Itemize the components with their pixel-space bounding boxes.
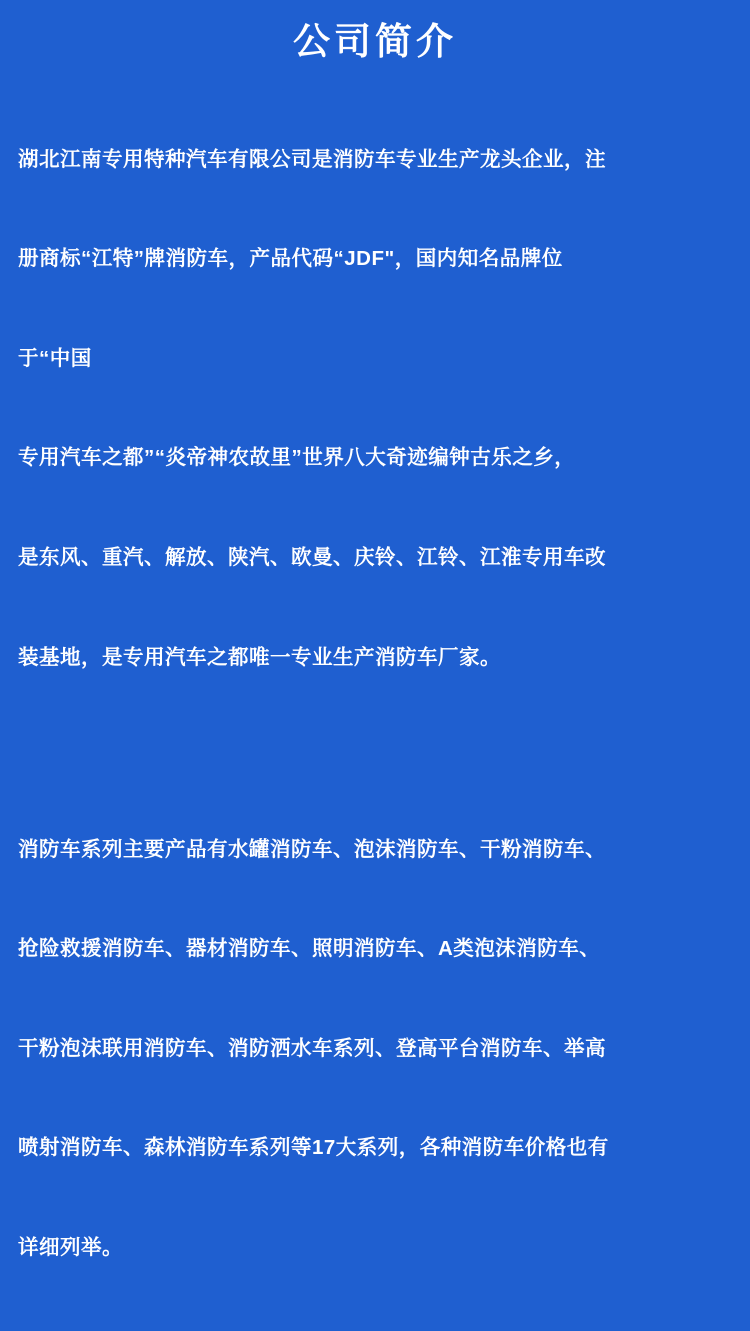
paragraph-line: 册商标“江特”牌消防车，产品代码“JDF"，国内知名品牌位 bbox=[18, 247, 563, 271]
paragraph-line: 干粉泡沫联用消防车、消防洒水车系列、登高平台消防车、举高 bbox=[18, 1036, 606, 1060]
paragraph-line: 详细列举。 bbox=[18, 1236, 123, 1259]
paragraph-products bbox=[18, 766, 732, 1330]
paragraph-line: 抢险救援消防车、器材消防车、照明消防车、A类泡沫消防车、 bbox=[18, 937, 601, 961]
paragraph-line: 于“中国 bbox=[18, 346, 92, 370]
paragraph-line: 专用汽车之都”“炎帝神农故里”世界八大奇迹编钟古乐之乡， bbox=[18, 446, 576, 470]
paragraph-line: 喷射消防车、森林消防车系列等17大系列，各种消防车价格也有 bbox=[18, 1136, 609, 1160]
paragraph-line: 消防车系列主要产品有水罐消防车、泡沫消防车、干粉消防车、 bbox=[18, 837, 606, 861]
body-content bbox=[0, 76, 750, 1331]
paragraph-intro bbox=[18, 76, 732, 740]
paragraph-line: 是东风、重汽、解放、陕汽、欧曼、庆铃、江铃、江淮专用车改 bbox=[18, 545, 606, 569]
paragraph-line: 湖北江南专用特种汽车有限公司是消防车专业生产龙头企业，注 bbox=[18, 147, 606, 171]
paragraph-line: 装基地，是专用汽车之都唯一专业生产消防车厂家。 bbox=[18, 645, 501, 669]
page-title: 公司简介 bbox=[293, 21, 457, 62]
